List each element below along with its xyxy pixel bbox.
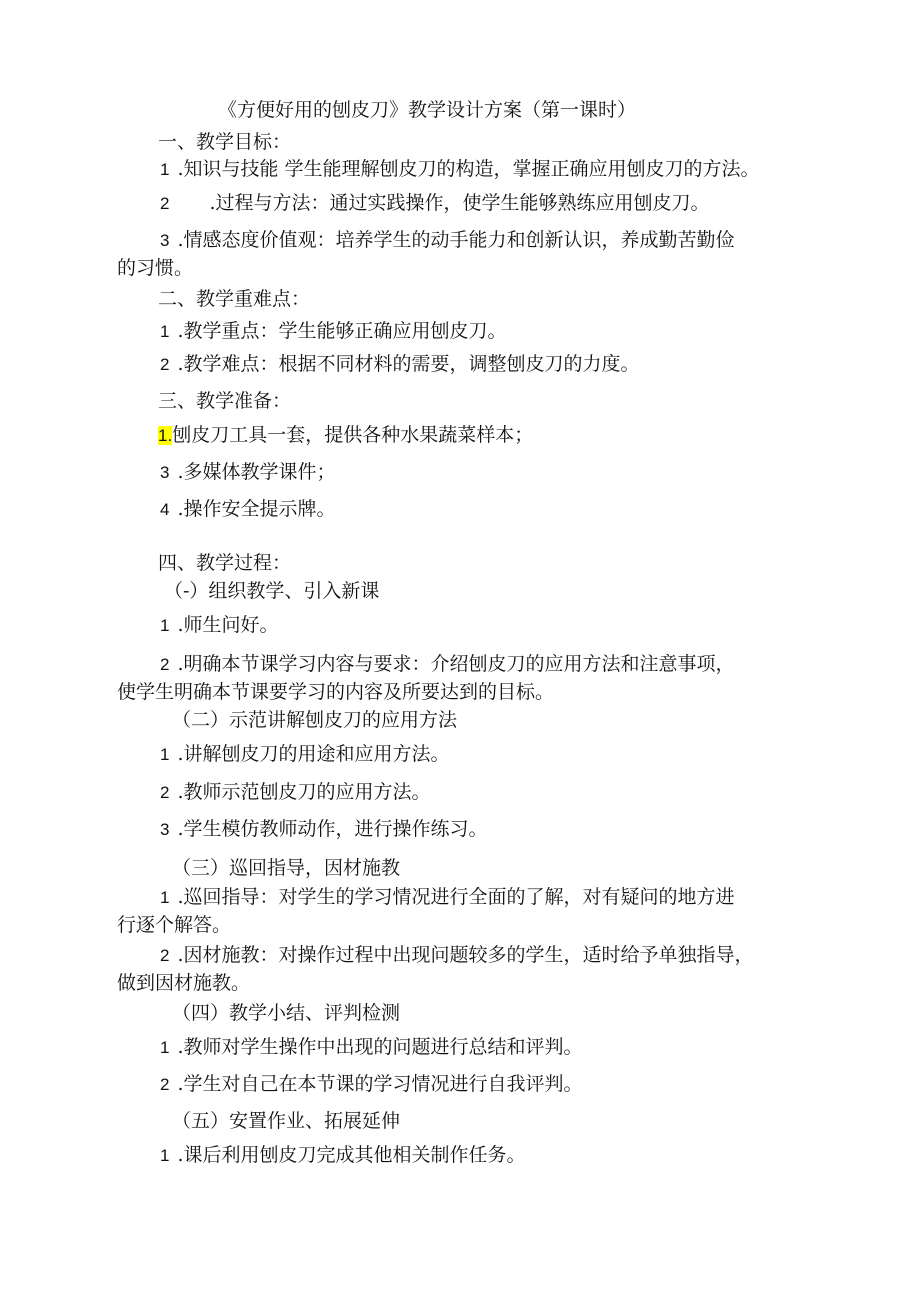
p1-item-2 (160, 651, 735, 678)
p2-item-3 (160, 816, 488, 843)
item-text: .明确本节课学习内容与要求：介绍刨皮刀的应用方法和注意事项， (177, 653, 735, 675)
s1-item-3 (160, 227, 735, 254)
s1-item-1 (160, 156, 760, 183)
item-text: .知识与技能 学生能理解刨皮刀的构造，掌握正确应用刨皮刀的方法。 (177, 158, 760, 180)
s1-item-3-continuation: 的习惯。 (117, 257, 194, 279)
s3-item-3 (160, 459, 336, 486)
p2-item-1 (160, 741, 450, 768)
highlighted-item-number: 1. (158, 426, 173, 445)
p4-item-1 (160, 1034, 583, 1061)
item-text: .教师示范刨皮刀的应用方法。 (177, 781, 431, 803)
item-number: 2 (160, 1075, 170, 1094)
item-text: .因材施教：对操作过程中出现问题较多的学生，适时给予单独指导， (177, 944, 754, 966)
item-number: 1 (160, 322, 170, 341)
item-text: .多媒体教学课件； (177, 461, 336, 483)
item-number: 1 (160, 1146, 170, 1165)
part-2-heading: （二）示范讲解刨皮刀的应用方法 (172, 709, 458, 731)
item-number: 2 (160, 194, 170, 213)
s2-item-1 (160, 318, 507, 345)
item-number: 2 (160, 946, 170, 965)
item-number: 4 (160, 500, 170, 519)
item-number: 1 (160, 160, 170, 179)
s1-item-2 (160, 190, 710, 217)
item-text: 刨皮刀工具一套，提供各种水果蔬菜样本； (172, 424, 534, 446)
section-4-heading: 四、教学过程： (158, 552, 292, 574)
item-text: .过程与方法：通过实践操作，使学生能够熟练应用刨皮刀。 (209, 192, 710, 214)
document-title: 《方便好用的刨皮刀》教学设计方案（第一课时） (218, 99, 637, 121)
p3-item-1 (160, 884, 735, 911)
item-text: .学生对自己在本节课的学习情况进行自我评判。 (177, 1073, 583, 1095)
section-2-heading: 二、教学重难点： (158, 288, 311, 310)
item-number: 3 (160, 231, 170, 250)
item-text: .巡回指导：对学生的学习情况进行全面的了解，对有疑问的地方进 (177, 886, 735, 908)
item-text: .情感态度价值观：培养学生的动手能力和创新认识，养成勤苦勤俭 (177, 229, 735, 251)
item-number: 3 (160, 463, 170, 482)
item-number: 2 (160, 783, 170, 802)
s3-item-1 (158, 422, 533, 449)
section-3-heading: 三、教学准备： (158, 390, 292, 412)
item-text: .教学重点：学生能够正确应用刨皮刀。 (177, 320, 507, 342)
item-text: .学生模仿教师动作，进行操作练习。 (177, 818, 488, 840)
p4-item-2 (160, 1071, 583, 1098)
item-number: 1 (160, 1038, 170, 1057)
s2-item-2 (160, 351, 640, 378)
p2-item-2 (160, 779, 431, 806)
p5-item-1 (160, 1142, 526, 1169)
item-number: 1 (160, 616, 170, 635)
item-number: 3 (160, 820, 170, 839)
p3-item-2 (160, 942, 754, 969)
part-1-heading: （-）组织教学、引入新课 (164, 580, 380, 602)
p3-item-1-continuation: 行逐个解答。 (117, 914, 232, 936)
item-number: 1 (160, 888, 170, 907)
part-5-heading: （五）安置作业、拓展延伸 (172, 1110, 401, 1132)
part-4-heading: （四）教学小结、评判检测 (172, 1002, 401, 1024)
s3-item-4 (160, 496, 336, 523)
p3-item-2-continuation: 做到因材施教。 (117, 972, 251, 994)
item-text: .课后利用刨皮刀完成其他相关制作任务。 (177, 1144, 526, 1166)
item-text: .教学难点：根据不同材料的需要，调整刨皮刀的力度。 (177, 353, 640, 375)
p1-item-2-continuation: 使学生明确本节课要学习的内容及所要达到的目标。 (117, 681, 555, 703)
item-text: .教师对学生操作中出现的问题进行总结和评判。 (177, 1036, 583, 1058)
item-text: .讲解刨皮刀的用途和应用方法。 (177, 743, 450, 765)
item-number: 2 (160, 655, 170, 674)
item-number: 2 (160, 355, 170, 374)
p1-item-1 (160, 612, 279, 639)
part-3-heading: （三）巡回指导，因材施教 (172, 857, 401, 879)
item-number: 1 (160, 745, 170, 764)
item-text: .师生问好。 (177, 614, 279, 636)
item-text: .操作安全提示牌。 (177, 498, 336, 520)
section-1-heading: 一、教学目标： (158, 131, 292, 153)
